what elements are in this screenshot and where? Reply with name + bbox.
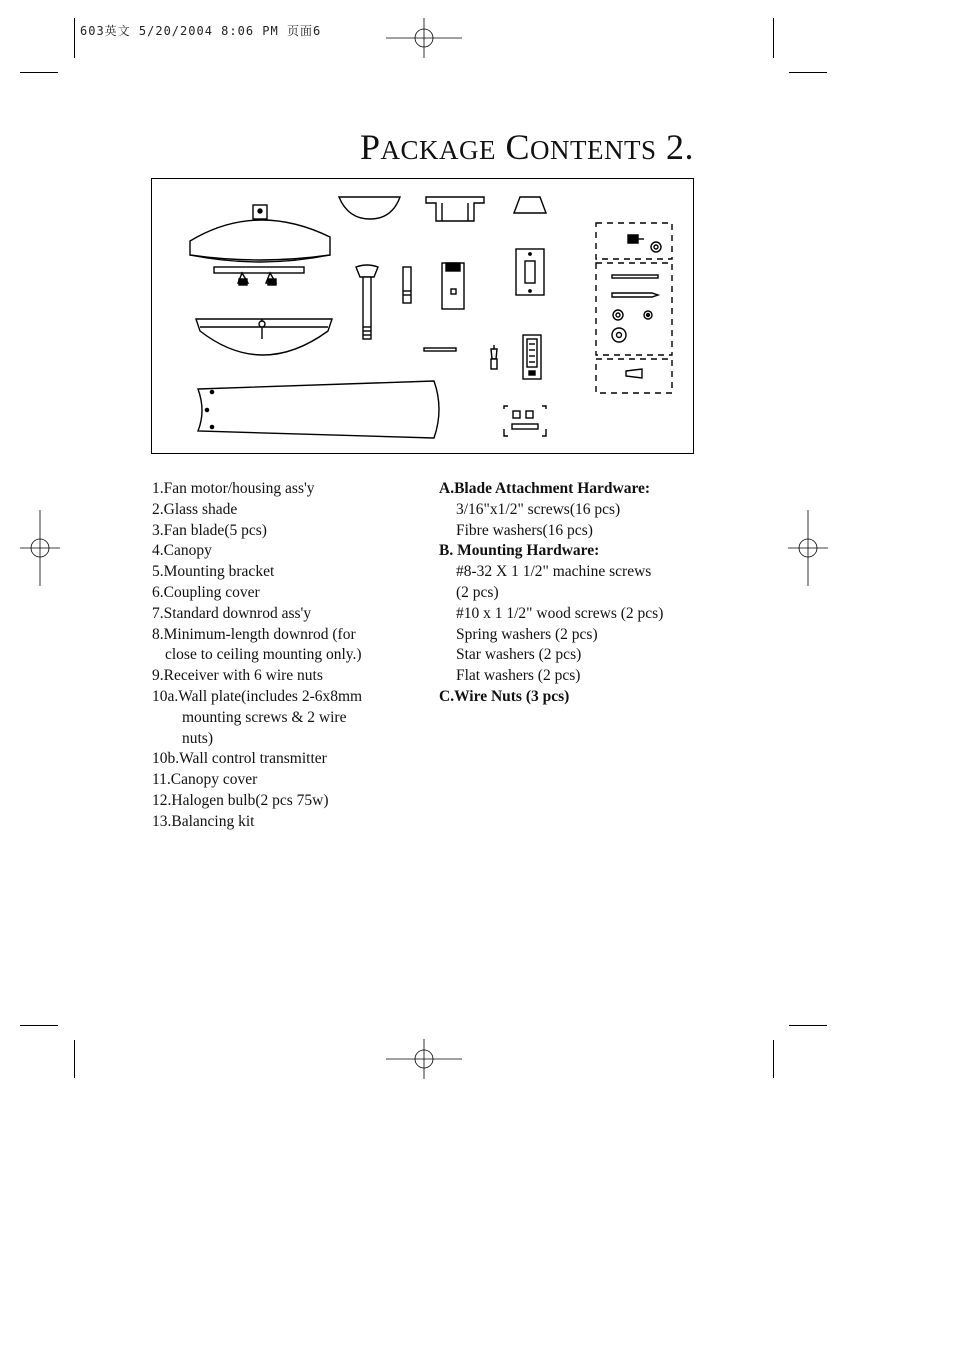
print-slug: 603英文 5/20/2004 8:06 PM 页面6 xyxy=(80,24,322,38)
list-item: 7.Standard downrod ass'y xyxy=(152,604,312,622)
receiver-icon xyxy=(442,263,464,309)
parts-list xyxy=(152,479,412,833)
crop-mark xyxy=(74,18,75,58)
section-heading: B. Mounting Hardware: xyxy=(439,542,600,560)
crop-mark xyxy=(789,72,827,73)
list-item: 3.Fan blade(5 pcs) xyxy=(152,521,267,539)
list-item: 6.Coupling cover xyxy=(152,583,260,601)
hardware-bag-a-icon xyxy=(596,223,672,259)
list-item: 3/16"x1/2" screws(16 pcs) xyxy=(456,500,621,518)
hardware-bag-b-icon xyxy=(596,263,672,355)
list-item: Spring washers (2 pcs) xyxy=(456,625,598,643)
wall-transmitter-icon xyxy=(523,335,541,379)
list-item: nuts) xyxy=(182,729,213,747)
list-item: Star washers (2 pcs) xyxy=(456,646,582,664)
hardware-bag-c-icon xyxy=(596,359,672,393)
list-item: 12.Halogen bulb(2 pcs 75w) xyxy=(152,791,329,809)
short-downrod-icon xyxy=(403,267,411,303)
list-item: 1.Fan motor/housing ass'y xyxy=(152,480,315,497)
registration-mark-icon xyxy=(788,510,828,586)
standard-downrod-icon xyxy=(356,265,378,339)
list-item: 13.Balancing kit xyxy=(152,812,255,830)
fan-blade-icon xyxy=(198,381,439,438)
list-item: #10 x 1 1/2" wood screws (2 pcs) xyxy=(456,604,664,622)
list-item: 8.Minimum-length downrod (for xyxy=(152,625,356,643)
registration-mark-icon xyxy=(386,1039,462,1079)
page-title: PACKAGE CONTENTS 2. xyxy=(359,127,694,167)
balancing-kit-icon xyxy=(504,406,546,436)
fan-motor-housing-icon xyxy=(190,205,330,285)
list-item: 10b.Wall control transmitter xyxy=(152,750,327,768)
list-item: 2.Glass shade xyxy=(152,500,238,518)
list-item: (2 pcs) xyxy=(456,583,499,601)
crop-mark xyxy=(20,1025,58,1026)
crop-mark xyxy=(20,72,58,73)
list-item: close to ceiling mounting only.) xyxy=(165,646,362,664)
list-item: 9.Receiver with 6 wire nuts xyxy=(152,667,323,685)
glass-shade-icon xyxy=(196,319,332,355)
parts-illustration xyxy=(151,178,694,454)
canopy-cover-icon xyxy=(424,348,456,351)
wall-plate-icon xyxy=(516,249,544,295)
list-item: 4.Canopy xyxy=(152,542,212,560)
crop-mark xyxy=(789,1025,827,1026)
list-item: #8-32 X 1 1/2" machine screws xyxy=(456,563,652,581)
mounting-bracket-icon xyxy=(426,197,484,221)
list-item: mounting screws & 2 wire xyxy=(182,708,347,726)
crop-mark xyxy=(773,18,774,58)
section-heading: C.Wire Nuts (3 pcs) xyxy=(439,687,570,705)
registration-mark-icon xyxy=(20,510,60,586)
list-item: 10a.Wall plate(includes 2-6x8mm xyxy=(152,687,363,705)
halogen-bulb-icon xyxy=(491,345,497,369)
registration-mark-icon xyxy=(386,18,462,58)
crop-mark xyxy=(773,1040,774,1078)
list-item: Fibre washers(16 pcs) xyxy=(456,521,593,539)
canopy-icon xyxy=(339,197,400,219)
list-item: 11.Canopy cover xyxy=(152,771,258,789)
list-item: Flat washers (2 pcs) xyxy=(456,667,581,685)
hardware-list xyxy=(439,479,709,708)
coupling-cover-icon xyxy=(514,197,546,213)
section-heading: A.Blade Attachment Hardware: xyxy=(439,480,651,497)
crop-mark xyxy=(74,1040,75,1078)
list-item: 5.Mounting bracket xyxy=(152,563,275,581)
